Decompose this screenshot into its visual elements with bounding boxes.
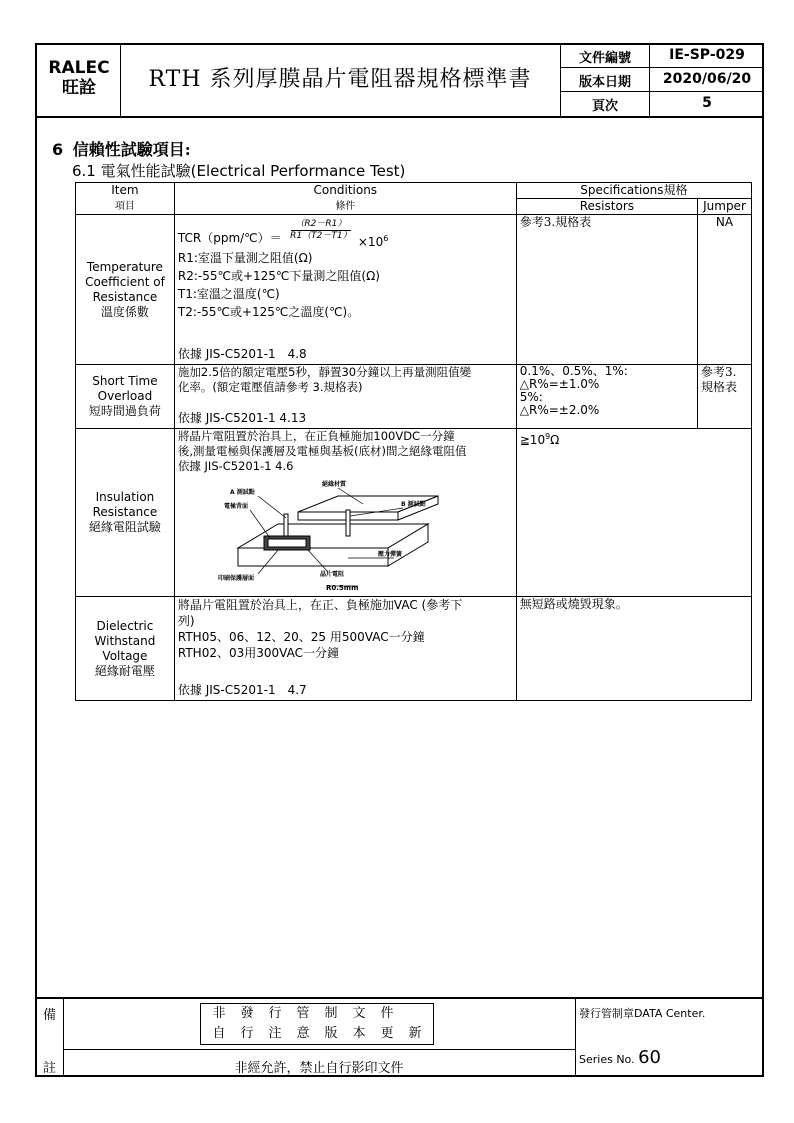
item-cell-dielectric xyxy=(76,597,175,701)
table-row xyxy=(76,429,752,597)
item-line: Short Time xyxy=(92,374,158,388)
copy-notice: 非經允許，禁止自行影印文件 xyxy=(234,1061,404,1076)
header-bottom-border xyxy=(35,116,764,118)
item-line-cn: 溫度係數 xyxy=(100,304,149,319)
table-row xyxy=(76,365,752,429)
reference-standard: 依據 JIS-C5201-1 4.13 xyxy=(177,411,307,425)
item-line: Resistance xyxy=(92,289,158,304)
item-line-cn: 絕緣耐電壓 xyxy=(94,663,155,678)
stamp-line-2 xyxy=(201,1024,433,1044)
conditions-cell-dielectric xyxy=(174,597,516,701)
section-subtitle: 6.1 電氣性能試驗(Electrical Performance Test) xyxy=(72,162,406,180)
stamp-char: 自 xyxy=(212,1026,226,1041)
footer-remark-char-1: 備 xyxy=(43,1008,57,1023)
condition-line: T2:-55℃或+125℃之溫度(℃)。 xyxy=(177,305,360,319)
stamp-char: 文 xyxy=(352,1006,366,1021)
section-heading xyxy=(52,137,191,160)
table-row xyxy=(76,597,752,701)
label-insulator: 絕緣材質 xyxy=(321,481,346,488)
resistor-spec-overload xyxy=(516,365,697,429)
spec-line: 5%: xyxy=(519,390,543,404)
item-line: Dielectric xyxy=(96,618,154,633)
series-value: 60 xyxy=(638,1047,661,1068)
series-label: Series No. xyxy=(579,1053,635,1066)
condition-line: RTH02、03用300VAC一分鐘 xyxy=(177,646,339,660)
item-line-cn: 絕緣電阻試驗 xyxy=(88,520,161,534)
spec-prefix: ≧10 xyxy=(519,433,546,447)
page-number-value: 5 xyxy=(702,95,712,111)
table-header-row-2 xyxy=(76,199,752,215)
stamp-line-1 xyxy=(201,1004,433,1024)
item-cell-overload xyxy=(76,365,175,429)
item-line: Resistance xyxy=(92,505,158,519)
header-conditions: Conditions xyxy=(174,183,516,199)
stamp-char: 管 xyxy=(296,1006,310,1021)
item-line: Insulation xyxy=(95,490,155,504)
formula-multiplier: ×10 xyxy=(357,235,384,249)
stamp-char: 版 xyxy=(324,1026,338,1041)
reference-standard: 依據 JIS-C5201-1 4.7 xyxy=(177,683,307,697)
stamp-char: 更 xyxy=(380,1026,394,1041)
stamp-char: 注 xyxy=(268,1026,282,1041)
formula-exponent: 6 xyxy=(383,234,389,243)
stamp-char: 行 xyxy=(240,1026,254,1041)
spec-line: 規格表 xyxy=(701,380,738,394)
electrical-test-table xyxy=(75,182,752,701)
stamp-char: 發 xyxy=(240,1006,254,1021)
header-row-line-2 xyxy=(560,91,764,92)
probe-pin-b xyxy=(346,510,350,536)
doc-number-value: IE-SP-029 xyxy=(669,47,745,63)
condition-line: 列) xyxy=(177,614,195,628)
label-test-point-a: A 測試點 xyxy=(229,489,255,496)
reference-standard: 依據 JIS-C5201-1 4.8 xyxy=(177,347,307,361)
spec-exponent: 9 xyxy=(545,432,551,441)
tcr-formula xyxy=(178,215,513,249)
condition-line: R2:-55℃或+125℃下量測之阻值(Ω) xyxy=(177,269,380,283)
issuer-stamp-label: 發行管制章DATA Center. xyxy=(579,1007,706,1020)
series-number xyxy=(579,1047,661,1068)
spec-line: △R%=±1.0% xyxy=(519,377,600,391)
formula-denominator: R1（T2－T1） xyxy=(290,231,352,241)
section-number: 6 xyxy=(52,140,64,159)
stamp-char: 意 xyxy=(296,1026,310,1041)
company-name-en: RALEC xyxy=(48,58,110,78)
jumper-spec-overload xyxy=(698,365,752,429)
spec-line: 參考3. xyxy=(701,365,737,379)
version-date-value: 2020/06/20 xyxy=(662,71,752,87)
spec-line: 0.1%、0.5%、1%: xyxy=(519,364,628,378)
stamp-char: 行 xyxy=(268,1006,282,1021)
label-chip-resistor: 晶片電阻 xyxy=(319,571,344,578)
condition-line: 施加2.5倍的額定電壓5秒，靜置30分鐘以上再量測阻值變 xyxy=(177,365,472,379)
stamp-char: 非 xyxy=(212,1006,226,1021)
formula-prefix: TCR（ppm/℃）＝ xyxy=(177,231,282,245)
header-item: Item xyxy=(76,183,175,199)
conditions-cell-insulation xyxy=(174,429,516,597)
conditions-cell-overload xyxy=(174,365,516,429)
table-header-row-1 xyxy=(76,183,752,199)
header-specifications: Specifications規格 xyxy=(516,183,751,199)
item-line: Overload xyxy=(97,389,153,403)
label-radius: R0.5mm xyxy=(325,584,359,592)
header-resistors: Resistors xyxy=(516,199,697,215)
spec-unit: Ω xyxy=(550,433,560,447)
item-line-cn: 短時間過負荷 xyxy=(88,404,161,418)
insulation-fixture-diagram xyxy=(198,476,498,592)
formula-suffix xyxy=(358,231,388,250)
header-conditions-cn: 條件 xyxy=(174,199,516,215)
condition-line: 化率。(額定電壓值請參考 3.規格表) xyxy=(177,380,363,394)
condition-line: 將晶片電阻置於治具上，在正、負極施加VAC (參考下 xyxy=(177,598,463,612)
company-name-cn: 旺詮 xyxy=(62,78,96,98)
item-line: Temperature xyxy=(86,259,163,274)
condition-line: RTH05、06、12、20、25 用500VAC一分鐘 xyxy=(177,630,425,644)
stamp-char: 制 xyxy=(324,1006,338,1021)
condition-line: T1:室溫之溫度(℃) xyxy=(177,287,280,301)
label-pressure-spring: 壓力彈簧 xyxy=(377,551,402,558)
version-date-label: 版本日期 xyxy=(578,75,631,90)
header-jumper: Jumper xyxy=(698,199,752,215)
condition-line: 將晶片電阻置於治具上，在正負極施加100VDC一分鐘 xyxy=(177,429,455,443)
stamp-char: 件 xyxy=(380,1006,394,1021)
resistor-spec-tcr: 參考3.規格表 xyxy=(516,215,697,365)
header-divider-logo xyxy=(120,43,121,116)
doc-number-label: 文件編號 xyxy=(578,51,631,66)
item-line: Withstand xyxy=(94,633,156,648)
header-row-line-1 xyxy=(560,67,764,68)
condition-line: 後,測量電極與保護層及電極與基板(底材)間之絕緣電阻值 xyxy=(177,444,467,458)
resistor-spec-dielectric: 無短路或燒毀現象。 xyxy=(516,597,751,701)
page-number-label: 頁次 xyxy=(591,99,618,114)
footer-row-line xyxy=(63,1049,575,1050)
stamp-char: 本 xyxy=(352,1026,366,1041)
header-item-cn: 項目 xyxy=(76,199,175,215)
formula-numerator: （R2－R1） xyxy=(295,219,347,229)
item-line: Coefficient of xyxy=(85,274,165,289)
control-stamp xyxy=(200,1003,434,1045)
stamp-char: 新 xyxy=(408,1026,422,1041)
conditions-cell-tcr xyxy=(174,215,516,365)
document-title: RTH 系列厚膜晶片電阻器規格標準書 xyxy=(148,67,532,92)
footer-top-border xyxy=(35,997,764,999)
spec-line: △R%=±2.0% xyxy=(519,403,600,417)
footer-divider-right xyxy=(575,997,576,1077)
label-test-point-b: B 測試點 xyxy=(400,501,426,508)
jumper-spec-tcr: NA xyxy=(698,215,752,365)
item-line: Voltage xyxy=(102,648,148,663)
table-row xyxy=(76,215,752,365)
section-title: 信賴性試驗項目: xyxy=(72,140,191,159)
footer-remark-char-2: 註 xyxy=(43,1061,57,1076)
item-cell-insulation xyxy=(76,429,175,597)
condition-line: 依據 JIS-C5201-1 4.6 xyxy=(177,459,294,473)
company-logo xyxy=(40,58,118,98)
tcr-condition-lines xyxy=(178,249,513,321)
condition-line: R1:室溫下量測之阻值(Ω) xyxy=(177,251,313,265)
resistor-spec-insulation xyxy=(516,429,751,597)
fixture-base-front xyxy=(238,548,388,566)
label-electrode-back: 電極背面 xyxy=(223,503,248,510)
label-protect-layer: 印刷保護層面 xyxy=(217,575,254,582)
chip-body xyxy=(268,539,306,547)
item-cell-tcr xyxy=(76,215,175,365)
